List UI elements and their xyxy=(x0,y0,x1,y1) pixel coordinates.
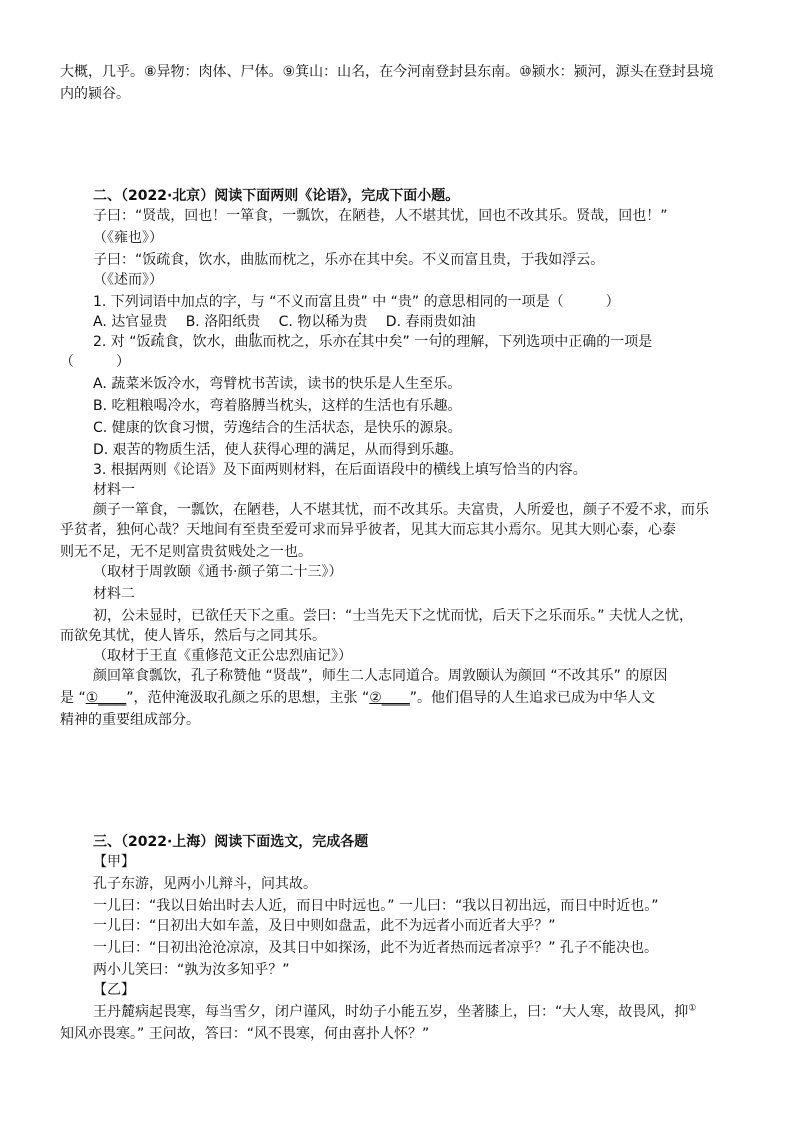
passage-jia-label: 【甲】 xyxy=(93,854,135,870)
material-1-label: 材料一 xyxy=(93,482,135,498)
question-3: 3. 根据两则《论语》及下面两则材料，在后面语段中的横线上填写恰当的内容。 xyxy=(93,462,587,478)
material-2-source: （取材于王直《重修范文正公忠烈庙记》） xyxy=(93,648,352,664)
choice-a[interactable]: A. 蔬菜米饭冷水，弯臂枕书苦读，读书的快乐是人生至乐。 xyxy=(93,376,462,392)
material-1-line-1: 颜子一箪食，一瓢饮，在陋巷，人不堪其忧，而不改其乐。夫富贵，人所爱也，颜子不爱不求，而乐 xyxy=(93,502,709,518)
question-2-answer-paren: （ ） xyxy=(60,354,130,370)
passage-jia-line-1: 孔子东游，见两小儿辩斗，问其故。 xyxy=(93,876,317,892)
paragraph-line-2: 是 “①____”，范仲淹汲取孔颜之乐的思想，主张 “②____”。他们倡导的人生追求已成为中华人文 xyxy=(60,690,656,706)
choice-d[interactable]: D. 艰苦的物质生活，使人获得心理的满足，从而得到乐趣。 xyxy=(93,442,463,458)
answer-blank-2[interactable]: ②____ xyxy=(369,690,410,706)
choice-b[interactable]: B. 吃粗粮喝冷水，弯着胳膊当枕头，这样的生活也有乐趣。 xyxy=(93,398,462,414)
passage-jia-line-3: 一儿曰：“日初出大如车盖，及日中则如盘盂，此不为远者小而近者大乎？” xyxy=(93,918,556,934)
material-2-label: 材料二 xyxy=(93,586,135,602)
question-1: 1. 下列词语中加点的字，与 “不义而富且贵” 中 “贵” 的意思相同的一项是（ ） xyxy=(93,294,620,310)
question-2: 2. 对 “饭疏食，饮水，曲肱而枕之，乐亦在其中矣” 一句的理解，下列选项中正确的一项是 xyxy=(93,334,653,350)
passage-jia-line-5: 两小儿笑曰：“孰为汝多知乎？” xyxy=(93,962,290,978)
intro-line-2: 内的颍谷。 xyxy=(60,86,130,102)
intro-line-1: 大概，几乎。⑧异物：肉体、尸体。⑨箕山：山名，在今河南登封县东南。⑩颍水：颍河，源头在登封县境 xyxy=(60,64,714,80)
paragraph-line-1: 颜回箪食瓢饮，孔子称赞他 “贤哉”，师生二人志同道合。周敦颐认为颜回 “不改其乐” 的原因 xyxy=(93,668,668,684)
passage-yi-line-2: 知风亦畏寒。” 王问故，答曰：“风不畏寒，何由喜扑人怀？” xyxy=(60,1026,430,1042)
option-b[interactable]: B. 洛阳纸贵 xyxy=(185,314,261,330)
answer-blank-1[interactable]: ①____ xyxy=(85,690,127,706)
option-c[interactable]: C. 物以稀为贵 xyxy=(278,314,368,330)
lunyu-quote-2: 子曰：“饭疏食，饮水，曲肱而枕之，乐亦在其中矣。不义而富且贵，于我如浮云。 xyxy=(93,252,605,268)
option-a[interactable]: A. 达官显贵 xyxy=(93,314,168,330)
section-3-title: 三、（2022·上海）阅读下面选文，完成各题 xyxy=(93,834,369,850)
passage-jia-line-2: 一儿曰：“我以日始出时去人近，而日中时远也。” 一儿曰：“我以日初出远，而日中时近也。” xyxy=(93,898,659,914)
material-2-line-1: 初，公未显时，已欲任天下之重。尝曰：“士当先天下之忧而忧，后天下之乐而乐。” 夫忧人之忧， xyxy=(93,608,693,624)
choice-c[interactable]: C. 健康的饮食习惯，劳逸结合的生活状态，是快乐的源泉。 xyxy=(93,420,462,436)
material-1-line-3: 则无不足，无不足则富贵贫贱处之一也。 xyxy=(60,544,312,560)
section-2-title: 二、（2022·北京）阅读下面两则《论语》，完成下面小题。 xyxy=(93,188,460,204)
material-2-line-2: 而欲免其忧，使人皆乐，然后与之同其乐。 xyxy=(60,628,326,644)
material-1-source: （取材于周敦颐《通书·颜子第二十三》） xyxy=(93,564,343,580)
passage-yi-line-1: 王丹麓病起畏寒，每当雪夕，闭户谨风，时幼子小能五岁，坐著膝上，曰：“大人寒，故畏风，抑① xyxy=(93,1003,697,1020)
lunyu-quote-1: 子曰：“贤哉，回也！一箪食，一瓢饮，在陋巷，人不堪其忧，回也不改其乐。贤哉，回也！” xyxy=(93,208,668,224)
material-1-line-2: 乎贫者，独何心哉？天地间有至贵至爱可求而异乎彼者，见其大而忘其小焉尔。见其大则心泰，心泰 xyxy=(60,522,676,538)
paragraph-line-3: 精神的重要组成部分。 xyxy=(60,712,200,728)
passage-jia-line-4: 一儿曰：“日初出沧沧凉凉，及其日中如探汤，此不为近者热而远者凉乎？” 孔子不能决也。 xyxy=(93,940,658,956)
footnote-marker: ① xyxy=(688,1003,697,1014)
lunyu-source-2: （《述而》） xyxy=(93,272,163,288)
passage-yi-label: 【乙】 xyxy=(93,982,135,998)
lunyu-source-1: （《雍也》） xyxy=(93,230,163,246)
option-d[interactable]: D. 春雨贵如油 xyxy=(385,314,476,330)
